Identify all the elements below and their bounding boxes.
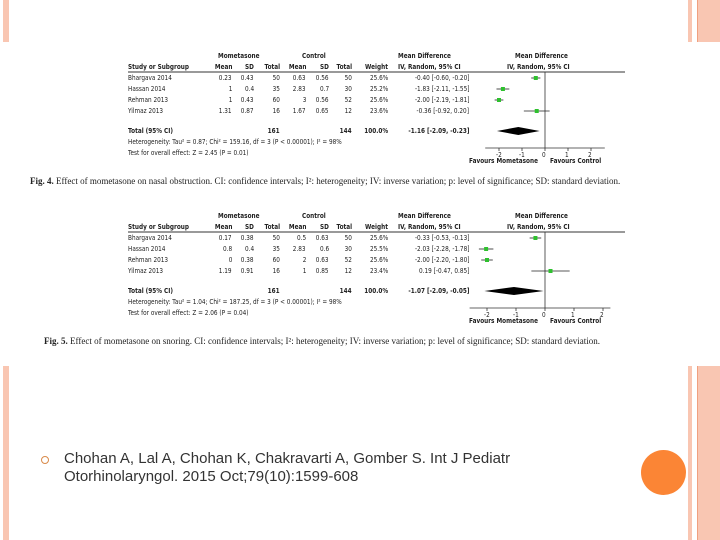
study-name: Yilmaz 2013 (128, 107, 164, 115)
cell-m_total: 16 (272, 267, 280, 275)
total-m_total: 161 (268, 127, 280, 135)
cell-weight: 25.6% (369, 74, 388, 82)
total-c_total: 144 (340, 287, 352, 295)
cell-m_sd: 0.87 (241, 107, 254, 115)
column-header-study: Study or Subgroup (128, 223, 190, 231)
overall-effect-text: Test for overall effect: Z = 2.06 (P = 0.04) (128, 309, 249, 317)
point-estimate (501, 87, 505, 91)
study-name: Rehman 2013 (128, 96, 169, 104)
axis-tick-label: -2 (484, 311, 490, 319)
total-weight: 100.0% (364, 127, 388, 135)
cell-m_total: 60 (272, 256, 280, 264)
axis-tick-label: 0 (542, 311, 546, 319)
cell-ci: 0.19 [-0.47, 0.85] (418, 267, 469, 275)
column-header-ci: IV, Random, 95% CI (398, 223, 461, 231)
group-header-mometasone: Mometasone (218, 52, 260, 60)
study-name: Bhargava 2014 (128, 234, 172, 242)
study-name: Hassan 2014 (128, 245, 166, 253)
cell-c_total: 12 (344, 107, 352, 115)
column-header-total: Total (336, 223, 352, 231)
cell-ci: -0.40 [-0.60, -0.20] (414, 74, 469, 82)
cell-weight: 25.5% (369, 245, 388, 253)
column-header-mean: Mean (214, 223, 232, 231)
cell-m_sd: 0.4 (244, 245, 254, 253)
cell-ci: -2.00 [-2.20, -1.80] (414, 256, 469, 264)
cell-m_mean: 0.17 (219, 234, 232, 242)
total-weight: 100.0% (364, 287, 388, 295)
overall-effect-text: Test for overall effect: Z = 2.45 (P = 0.01) (128, 149, 249, 157)
total-ci: -1.16 [-2.09, -0.23] (407, 127, 469, 135)
cell-c_sd: 0.56 (316, 96, 329, 104)
cell-c_sd: 0.7 (319, 85, 329, 93)
column-header-mean: Mean (214, 63, 232, 71)
study-name: Bhargava 2014 (128, 74, 172, 82)
point-estimate (485, 258, 489, 262)
axis-tick-label: -2 (496, 151, 502, 159)
cell-c_mean: 2.83 (293, 245, 306, 253)
decor-orange-circle (641, 450, 686, 495)
study-name: Hassan 2014 (128, 85, 166, 93)
cell-m_total: 60 (272, 96, 280, 104)
group-header-mometasone: Mometasone (218, 212, 260, 220)
figure-caption-4: Fig. 4. Effect of mometasone on nasal obstruction. CI: confidence intervals; I²: heterogeneity; IV: inverse variation; p: level of significance; SD: standard deviation. (30, 176, 621, 186)
forest-plot-svg (0, 50, 720, 210)
point-estimate (533, 236, 537, 240)
cell-m_sd: 0.38 (241, 256, 254, 264)
plot-header: Mean Difference (515, 212, 568, 220)
favours-left-label: Favours Mometasone (469, 157, 538, 165)
cell-c_mean: 1.67 (293, 107, 306, 115)
total-diamond (484, 287, 543, 295)
cell-c_mean: 2.83 (293, 85, 306, 93)
total-diamond (497, 127, 540, 135)
cell-c_total: 30 (344, 85, 352, 93)
total-label: Total (95% CI) (128, 127, 174, 135)
cell-c_total: 50 (344, 234, 352, 242)
figure-caption-5: Fig. 5. Effect of mometasone on snoring. CI: confidence intervals; I²: heterogeneity; IV: inverse variation; p: level of significance; SD: standard deviation. (44, 336, 600, 346)
cell-ci: -0.36 [-0.92, 0.20] (416, 107, 469, 115)
column-header-weight: Weight (365, 63, 388, 71)
column-header-sd: SD (245, 63, 254, 71)
cell-weight: 23.6% (369, 107, 388, 115)
plot-header-ci: IV, Random, 95% CI (507, 223, 570, 231)
cell-m_total: 35 (272, 85, 280, 93)
cell-ci: -1.83 [-2.11, -1.55] (414, 85, 469, 93)
cell-weight: 25.6% (369, 256, 388, 264)
cell-c_total: 30 (344, 245, 352, 253)
cell-c_total: 12 (344, 267, 352, 275)
column-header-sd: SD (320, 223, 329, 231)
decor-band-right-bottom (697, 366, 720, 540)
axis-tick-label: 2 (600, 311, 604, 319)
cell-m_sd: 0.43 (241, 74, 254, 82)
cell-c_mean: 0.63 (293, 74, 306, 82)
column-header-total: Total (336, 63, 352, 71)
cell-c_total: 52 (344, 96, 352, 104)
column-header-total: Total (264, 63, 280, 71)
favours-right-label: Favours Control (550, 317, 602, 325)
total-m_total: 161 (268, 287, 280, 295)
axis-tick-label: 0 (542, 151, 546, 159)
forest-plot-nasal-obstruction (0, 50, 720, 210)
axis-tick-label: -1 (519, 151, 525, 159)
cell-m_mean: 0.8 (222, 245, 232, 253)
cell-c_mean: 1 (302, 267, 306, 275)
column-header-weight: Weight (365, 223, 388, 231)
bullet-icon (41, 456, 49, 464)
cell-c_sd: 0.63 (316, 256, 329, 264)
cell-c_mean: 0.5 (296, 234, 306, 242)
decor-bar-left-bottom (3, 366, 9, 540)
column-header-mean: Mean (288, 63, 306, 71)
favours-right-label: Favours Control (550, 157, 602, 165)
point-estimate (497, 98, 501, 102)
cell-m_sd: 0.91 (241, 267, 254, 275)
decor-bar-right-bottom (688, 366, 692, 540)
cell-c_sd: 0.6 (319, 245, 329, 253)
cell-c_sd: 0.85 (316, 267, 329, 275)
column-header-sd: SD (320, 63, 329, 71)
citation-text: Chohan A, Lal A, Chohan K, Chakravarti A, Gomber S. Int J Pediatr Otorhinolaryngol. 2015 Oct;79(10):1599-608 (64, 450, 511, 485)
heterogeneity-text: Heterogeneity: Tau² = 1.04; Chi² = 187.25, df = 3 (P < 0.00001); I² = 98% (128, 298, 342, 306)
cell-weight: 23.4% (369, 267, 388, 275)
cell-ci: -2.03 [-2.28, -1.78] (414, 245, 469, 253)
total-ci: -1.07 [-2.09, -0.05] (407, 287, 469, 295)
cell-m_sd: 0.4 (244, 85, 254, 93)
cell-c_sd: 0.56 (316, 74, 329, 82)
cell-c_sd: 0.63 (316, 234, 329, 242)
axis-tick-label: 1 (571, 311, 575, 319)
cell-c_total: 50 (344, 74, 352, 82)
cell-m_total: 50 (272, 234, 280, 242)
plot-header-ci: IV, Random, 95% CI (507, 63, 570, 71)
cell-ci: -0.33 [-0.53, -0.13] (414, 234, 469, 242)
total-label: Total (95% CI) (128, 287, 174, 295)
cell-m_mean: 1.31 (219, 107, 232, 115)
group-header-control: Control (302, 212, 326, 220)
cell-m_total: 35 (272, 245, 280, 253)
cell-m_total: 16 (272, 107, 280, 115)
cell-m_total: 50 (272, 74, 280, 82)
study-name: Yilmaz 2013 (128, 267, 164, 275)
cell-c_mean: 3 (302, 96, 306, 104)
column-header-ci: IV, Random, 95% CI (398, 63, 461, 71)
decor-bar-right-top (688, 0, 692, 42)
forest-plot-svg (0, 210, 720, 370)
column-header-sd: SD (245, 223, 254, 231)
column-header-md: Mean Difference (398, 212, 451, 220)
plot-header: Mean Difference (515, 52, 568, 60)
point-estimate (484, 247, 488, 251)
cell-ci: -2.00 [-2.19, -1.81] (414, 96, 469, 104)
cell-m_sd: 0.43 (241, 96, 254, 104)
cell-m_mean: 0.23 (219, 74, 232, 82)
favours-left-label: Favours Mometasone (469, 317, 538, 325)
group-header-control: Control (302, 52, 326, 60)
decor-band-right-top (697, 0, 720, 42)
cell-c_sd: 0.65 (316, 107, 329, 115)
cell-weight: 25.2% (369, 85, 388, 93)
cell-c_mean: 2 (302, 256, 306, 264)
point-estimate (549, 269, 553, 273)
axis-tick-label: -1 (513, 311, 519, 319)
total-c_total: 144 (340, 127, 352, 135)
column-header-study: Study or Subgroup (128, 63, 190, 71)
cell-m_mean: 1.19 (219, 267, 232, 275)
column-header-total: Total (264, 223, 280, 231)
cell-weight: 25.6% (369, 234, 388, 242)
cell-m_mean: 1 (228, 85, 232, 93)
column-header-md: Mean Difference (398, 52, 451, 60)
point-estimate (534, 76, 538, 80)
decor-bar-left-top (3, 0, 9, 42)
cell-m_sd: 0.38 (241, 234, 254, 242)
cell-c_total: 52 (344, 256, 352, 264)
point-estimate (535, 109, 539, 113)
cell-weight: 25.6% (369, 96, 388, 104)
axis-tick-label: 2 (588, 151, 592, 159)
study-name: Rehman 2013 (128, 256, 169, 264)
heterogeneity-text: Heterogeneity: Tau² = 0.87; Chi² = 159.16, df = 3 (P < 0.00001); I² = 98% (128, 138, 342, 146)
column-header-mean: Mean (288, 223, 306, 231)
forest-plot-snoring (0, 210, 720, 370)
cell-m_mean: 0 (228, 256, 232, 264)
cell-m_mean: 1 (228, 96, 232, 104)
axis-tick-label: 1 (565, 151, 569, 159)
